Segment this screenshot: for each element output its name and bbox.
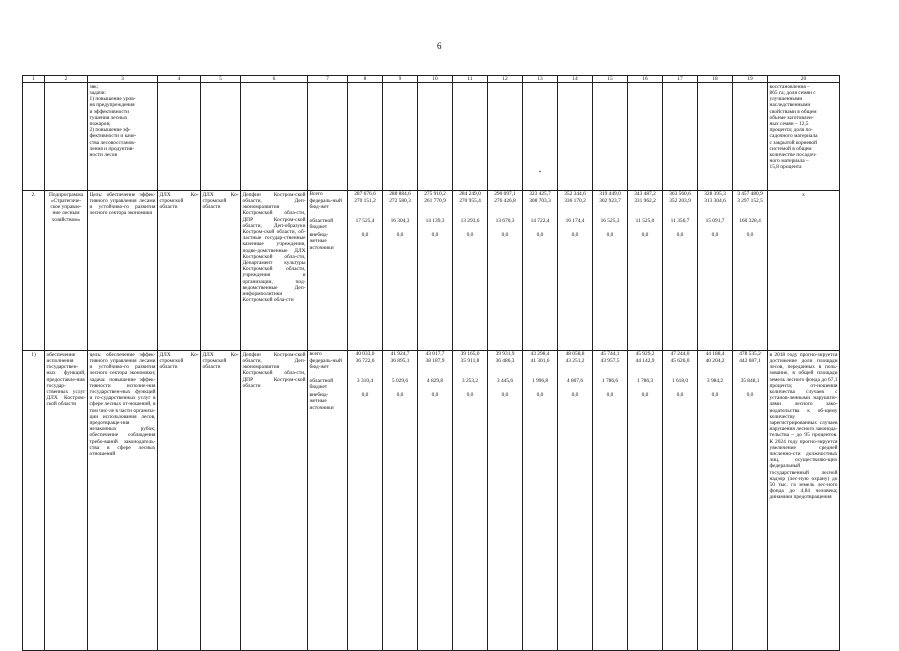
funding-value: 0,0 bbox=[606, 232, 614, 239]
funding-value: 276 426,8 bbox=[494, 198, 516, 205]
funding-value: 1 996,8 bbox=[531, 378, 549, 385]
funding-value: 323 425,7 bbox=[529, 191, 551, 198]
header-cell: 8 bbox=[348, 76, 383, 83]
header-cell: 3 bbox=[88, 76, 158, 83]
year-values bbox=[383, 351, 418, 651]
funding-value: 14 722,4 bbox=[530, 218, 550, 225]
header-cell: 16 bbox=[628, 76, 663, 83]
funding-value: 0,0 bbox=[396, 232, 404, 239]
funding-value: 352 203,9 bbox=[669, 198, 691, 205]
year-values bbox=[488, 351, 523, 651]
funding-value: 0,0 bbox=[746, 392, 754, 399]
year-values bbox=[663, 191, 698, 351]
funding-value: 0,0 bbox=[396, 392, 404, 399]
funding-value: 35 848,1 bbox=[740, 378, 760, 385]
funding-value: 275 910,2 bbox=[424, 191, 446, 198]
funding-value: 41 924,7 bbox=[390, 351, 410, 358]
year-values bbox=[383, 191, 418, 351]
funding-sources bbox=[308, 191, 348, 351]
header-cell: 12 bbox=[488, 76, 523, 83]
funding-value: 13 670,3 bbox=[495, 218, 515, 225]
funding-value: 0,0 bbox=[536, 392, 544, 399]
funding-value: 16 304,3 bbox=[390, 218, 410, 225]
document-table-wrapper bbox=[22, 75, 840, 651]
funding-value: 284 249,0 bbox=[459, 191, 481, 198]
funding-value: 0,0 bbox=[746, 232, 754, 239]
funding-value: 3 445,6 bbox=[496, 378, 514, 385]
source-label: Всего bbox=[309, 191, 323, 198]
funding-value: 442 687,1 bbox=[739, 358, 761, 365]
funding-value: 3 984,2 bbox=[706, 378, 724, 385]
year-values bbox=[698, 351, 733, 651]
funding-value: 0,0 bbox=[641, 392, 649, 399]
year-values bbox=[628, 191, 663, 351]
funding-value: 44 142,9 bbox=[635, 358, 655, 365]
header-cell: 4 bbox=[158, 76, 201, 83]
funding-value: 43 017,7 bbox=[425, 351, 445, 358]
funding-value: 3 310,4 bbox=[356, 378, 374, 385]
source-label: федераль-ный бюд-жет bbox=[309, 358, 342, 371]
program-funding-table bbox=[22, 75, 840, 651]
header-cell: 18 bbox=[698, 76, 733, 83]
funding-value: 5 029,6 bbox=[391, 378, 409, 385]
funding-value: 43 957,5 bbox=[600, 358, 620, 365]
year-values bbox=[663, 351, 698, 651]
co-executor: ДЛХ Ко-стромской области bbox=[201, 351, 241, 651]
year-values bbox=[593, 191, 628, 351]
funding-value: 41 301,6 bbox=[530, 358, 550, 365]
year-values bbox=[418, 191, 453, 351]
year-values bbox=[558, 191, 593, 351]
funding-value: 0,0 bbox=[431, 232, 439, 239]
funding-value: 0,0 bbox=[711, 392, 719, 399]
result-text: x bbox=[768, 191, 840, 351]
funding-value: 261 770,9 bbox=[424, 198, 446, 205]
funding-value: 43 298,4 bbox=[530, 351, 550, 358]
participants: Депфин Костром-ской области, Деп-экономразвития Костромской обла-сти, ДПР Костром-ской области, Деп-образуки Костром-ской области, об-ластные государ-ственные казенные учреждения, подве-домственные ДЛХ Костромской обла-сти, Департамент культуры Костромской области, учреждения и организации, под-ведомственные Деп-информполитики Костромской обла-сти bbox=[241, 191, 308, 351]
funding-value: 0,0 bbox=[641, 232, 649, 239]
funding-value: 288 884,6 bbox=[389, 191, 411, 198]
funding-value: 36 486,3 bbox=[495, 358, 515, 365]
funding-value: 47 244,0 bbox=[670, 351, 690, 358]
responsible-executor: ДЛХ Ко-стромской области bbox=[158, 191, 201, 351]
funding-value: 15 091,7 bbox=[705, 218, 725, 225]
funding-value: 45 929,2 bbox=[635, 351, 655, 358]
year-values bbox=[733, 351, 768, 651]
funding-value: 270 151,2 bbox=[354, 198, 376, 205]
funding-value: 0,0 bbox=[431, 392, 439, 399]
source-label: всего bbox=[309, 351, 322, 358]
funding-value: 0,0 bbox=[711, 232, 719, 239]
funding-value: 0,0 bbox=[501, 392, 509, 399]
header-cell: 6 bbox=[241, 76, 308, 83]
header-cell: 17 bbox=[663, 76, 698, 83]
header-cell: 9 bbox=[383, 76, 418, 83]
funding-value: 13 293,6 bbox=[460, 218, 480, 225]
funding-value: 328 395,3 bbox=[704, 191, 726, 198]
table-row-activity bbox=[23, 351, 840, 651]
year-values bbox=[418, 351, 453, 651]
funding-value: 319 449,0 bbox=[599, 191, 621, 198]
header-cell: 14 bbox=[558, 76, 593, 83]
funding-value: 45 744,1 bbox=[600, 351, 620, 358]
funding-value: 45 626,0 bbox=[670, 358, 690, 365]
header-cell: 19 bbox=[733, 76, 768, 83]
funding-value: 1 786,6 bbox=[601, 378, 619, 385]
year-values bbox=[523, 191, 558, 351]
funding-value: 3 457 480,9 bbox=[737, 191, 763, 198]
row-number: 1) bbox=[23, 351, 45, 651]
header-cell: 15 bbox=[593, 76, 628, 83]
source-label: федераль-ный бюд-жет bbox=[309, 198, 342, 211]
header-row bbox=[23, 76, 840, 83]
source-label: областной бюджет bbox=[309, 218, 334, 231]
funding-value: 39 931,9 bbox=[495, 351, 515, 358]
funding-value: 48 058,8 bbox=[565, 351, 585, 358]
header-cell: 1 bbox=[23, 76, 45, 83]
header-cell: 20 bbox=[768, 76, 840, 83]
year-values bbox=[488, 191, 523, 351]
year-values bbox=[733, 191, 768, 351]
funding-value: 38 187,9 bbox=[425, 358, 445, 365]
continuation-result-text: восстановления – 865 га; доля семян с улучшенными наследственными свойствами в общем объеме заготовлен- ных семян – 12,5 процента; доля по- садочного материала с закрытой корневой системой в общем количестве посадоч- ного материала – 15,8 процента bbox=[768, 83, 840, 191]
funding-value: 352 344,6 bbox=[564, 191, 586, 198]
funding-value: 160 328,4 bbox=[739, 218, 761, 225]
funding-value: 363 560,6 bbox=[669, 191, 691, 198]
funding-value: 0,0 bbox=[361, 232, 369, 239]
funding-value: 0,0 bbox=[466, 392, 474, 399]
table-row-continuation bbox=[23, 83, 840, 191]
funding-value: 0,0 bbox=[536, 232, 544, 239]
result-text: в 2018 году прогно-зируется достижение доли площади лесов, переданных в поль-зование, в общей площади земель лесного фонда до 67,1 процента; от-ношения количества случаев с установ-ленными нарушите-лями лесного зако-нодательства к об-щему количеству зарегистрированных случаев нарушения лесного законода-тельства – до 95 процентов. К 2024 году прогно-зируется увеличение средней численно-сти должностных лиц, осуществляю-щих федеральный государственный лесной надзор (лес-ную охрану) до 50 тыс. га земель лес-ного фонда до 4,84 человека; динамики предотвращения bbox=[768, 351, 840, 651]
row-number: 2. bbox=[23, 191, 45, 351]
funding-value: 3 297 152,5 bbox=[737, 198, 763, 205]
funding-value: 313 304,6 bbox=[704, 198, 726, 205]
funding-value: 40 033,0 bbox=[355, 351, 375, 358]
page-number: 6 bbox=[437, 41, 442, 51]
header-cell: 2 bbox=[45, 76, 88, 83]
funding-value: 36 722,6 bbox=[355, 358, 375, 365]
funding-value: 270 955,4 bbox=[459, 198, 481, 205]
source-label: внебюд-жетные источники bbox=[309, 232, 334, 251]
funding-value: 4 829,8 bbox=[426, 378, 444, 385]
funding-value: 331 962,2 bbox=[634, 198, 656, 205]
activity-name: обеспечение исполнения государствен-ных функций, предоставле-ния государ-ственных услуг ДЛХ Костром-ской области bbox=[45, 351, 88, 651]
subprogram-name: Подпрограмма «Стратегиче-ское управле-ние лесным хозяйством» bbox=[45, 191, 88, 351]
source-label: внебюд-жетные источники bbox=[309, 392, 334, 411]
funding-value: 3 253,2 bbox=[461, 378, 479, 385]
funding-value: 14 139,3 bbox=[425, 218, 445, 225]
funding-value: 16 525,3 bbox=[600, 218, 620, 225]
table-row-subprogram bbox=[23, 191, 840, 351]
co-executor: ДЛХ Ко-стромской области bbox=[201, 191, 241, 351]
activity-goal: цель: обеспечение эффек-тивного управления лесами и устойчиво-го развития лесного сектора экономики; задача: повышение эффек-тивности исполне-ния государствен-ных функций и го-сударственных услуг в сфере лесных от-ношений, в том чис-ле в части организа-ции использования лесов, предотвраще-ния незаконных рубок; обеспечение соблюдения требо-ваний законодатель-ства в сфере лесных отношений bbox=[88, 351, 158, 651]
funding-value: 0,0 bbox=[676, 392, 684, 399]
funding-value: 302 923,7 bbox=[599, 198, 621, 205]
continuation-mark: * bbox=[523, 83, 558, 191]
header-cell: 5 bbox=[201, 76, 241, 83]
year-values bbox=[593, 351, 628, 651]
funding-value: 36 895,1 bbox=[390, 358, 410, 365]
funding-value: 17 525,4 bbox=[355, 218, 375, 225]
year-values bbox=[698, 191, 733, 351]
header-cell: 11 bbox=[453, 76, 488, 83]
funding-value: 35 911,8 bbox=[460, 358, 480, 365]
funding-value: 16 174,4 bbox=[565, 218, 585, 225]
funding-value: 0,0 bbox=[501, 232, 509, 239]
year-values bbox=[453, 351, 488, 651]
source-label: областной бюджет bbox=[309, 378, 334, 391]
funding-value: 11 356,7 bbox=[670, 218, 690, 225]
year-values bbox=[453, 191, 488, 351]
year-values bbox=[628, 351, 663, 651]
year-values bbox=[348, 191, 383, 351]
header-cell: 7 bbox=[308, 76, 348, 83]
funding-value: 0,0 bbox=[361, 392, 369, 399]
funding-value: 0,0 bbox=[676, 232, 684, 239]
header-cell: 13 bbox=[523, 76, 558, 83]
funding-value: 0,0 bbox=[571, 232, 579, 239]
participants: Депфин Костром-ской области, Деп-экономразвития Костромской обла-сти, ДПР Костром-ской области bbox=[241, 351, 308, 651]
funding-sources bbox=[308, 351, 348, 651]
year-values bbox=[348, 351, 383, 651]
funding-value: 11 525,0 bbox=[635, 218, 655, 225]
funding-value: 4 807,6 bbox=[566, 378, 584, 385]
funding-value: 272 580,3 bbox=[389, 198, 411, 205]
funding-value: 478 535,2 bbox=[739, 351, 761, 358]
funding-value: 0,0 bbox=[466, 232, 474, 239]
funding-value: 290 097,1 bbox=[494, 191, 516, 198]
funding-value: 336 170,2 bbox=[564, 198, 586, 205]
funding-value: 0,0 bbox=[606, 392, 614, 399]
funding-value: 1 786,3 bbox=[636, 378, 654, 385]
funding-value: 43 251,2 bbox=[565, 358, 585, 365]
funding-value: 39 165,0 bbox=[460, 351, 480, 358]
header-cell: 10 bbox=[418, 76, 453, 83]
funding-value: 308 703,3 bbox=[529, 198, 551, 205]
responsible-executor: ДЛХ Ко-стромской области bbox=[158, 351, 201, 651]
funding-value: 343 487,2 bbox=[634, 191, 656, 198]
year-values bbox=[558, 351, 593, 651]
subprogram-goal: Цель: обеспечение эффек-тивного управления лесами и устойчиво-го развития лесного сектора экономики bbox=[88, 191, 158, 351]
continuation-goal-text: зяк; задачи: 1) повышение уров- ня предупреждения и эффективности тушения лесных пожаров; 2) повышение эф- фективности и каче- ства лесовосстанов- ления и продуктив- ности лесов bbox=[88, 83, 158, 191]
funding-value: 0,0 bbox=[571, 392, 579, 399]
year-values bbox=[523, 351, 558, 651]
funding-value: 1 618,0 bbox=[671, 378, 689, 385]
funding-value: 44 188,4 bbox=[705, 351, 725, 358]
funding-value: 40 204,2 bbox=[705, 358, 725, 365]
funding-value: 287 676,6 bbox=[354, 191, 376, 198]
